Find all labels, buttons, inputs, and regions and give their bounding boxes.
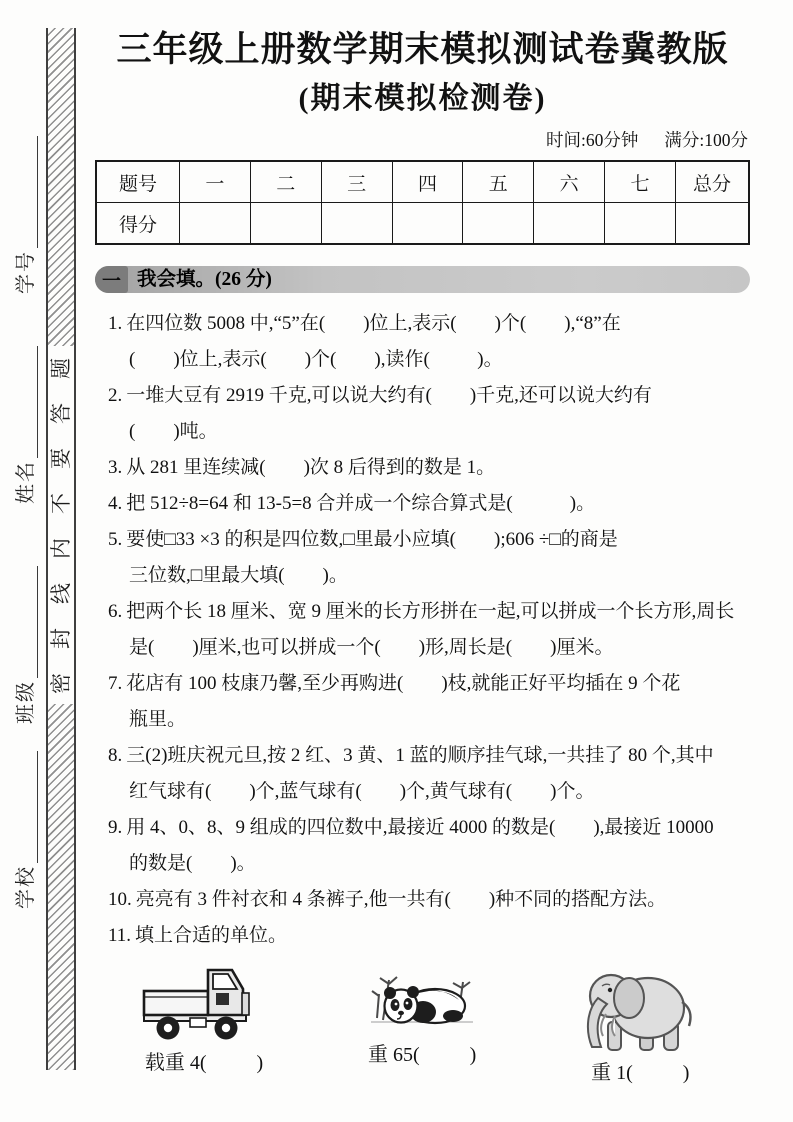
- question-number: 7.: [108, 673, 123, 694]
- section-1-title: 我会填。(26 分): [137, 269, 272, 290]
- paper-title: 三年级上册数学期末模拟测试卷冀教版: [116, 30, 729, 69]
- student-id-blank-line: [15, 136, 38, 248]
- unit-figures: [95, 960, 750, 1088]
- score-cell: [463, 203, 534, 245]
- score-cell: [180, 203, 251, 245]
- question-4: [95, 486, 750, 522]
- question-7: [95, 666, 750, 702]
- question-number: 9.: [108, 817, 123, 838]
- question-1: [95, 306, 750, 342]
- seal-char: 答: [48, 403, 73, 424]
- class-blank-line: [15, 566, 38, 678]
- question-text: 一堆大豆有 2919 千克,可以说大约有( )千克,还可以说大约有: [126, 385, 652, 406]
- question-list: [95, 306, 750, 954]
- score-table-header-cell: 一: [180, 161, 251, 203]
- question-3: [95, 450, 750, 486]
- elephant-caption: 重 1( ): [591, 1062, 690, 1084]
- question-text: 把 512÷8=64 和 13-5=8 合并成一个综合算式是( )。: [126, 493, 596, 514]
- question-number: 1.: [108, 313, 123, 334]
- question-text: 亮亮有 3 件衬衣和 4 条裤子,他一共有( )种不同的搭配方法。: [135, 889, 667, 910]
- section-1-number: 一: [95, 266, 128, 293]
- question-8: [95, 738, 750, 774]
- question-text: 三(2)班庆祝元旦,按 2 红、3 黄、1 蓝的顺序挂气球,一共挂了 80 个,其中: [126, 745, 714, 766]
- seal-char: 不: [48, 493, 73, 514]
- question-5-line-2: 三位数,□里最大填( )。: [129, 565, 348, 586]
- question-6-line-2: 是( )厘米,也可以拼成一个( )形,周长是( )厘米。: [129, 637, 614, 658]
- question-number: 8.: [108, 745, 123, 766]
- seal-char: 线: [48, 583, 73, 604]
- seal-hatch-top: [48, 28, 74, 346]
- question-text: 花店有 100 枝康乃馨,至少再购进( )枝,就能正好平均插在 9 个花: [126, 673, 681, 694]
- question-text: 用 4、0、8、9 组成的四位数中,最接近 4000 的数是( ),最接近 10000: [126, 817, 714, 838]
- score-cell: [534, 203, 605, 245]
- paper-subtitle: (期末模拟检测卷): [298, 82, 547, 115]
- name-blank-line: [15, 346, 38, 458]
- score-table-header-cell: 四: [392, 161, 463, 203]
- score-table-header-cell: 题号: [96, 161, 180, 203]
- section-1-header: [95, 266, 750, 293]
- score-table-header-cell: 五: [463, 161, 534, 203]
- question-number: 10.: [108, 889, 132, 910]
- name-label: 姓名: [15, 460, 37, 504]
- question-text: 填上合适的单位。: [135, 925, 288, 946]
- elephant-image: [582, 960, 698, 1056]
- question-number: 2.: [108, 385, 123, 406]
- question-number: 6.: [108, 601, 123, 622]
- seal-char: 内: [48, 538, 73, 559]
- score-cell: [605, 203, 676, 245]
- question-number: 5.: [108, 529, 123, 550]
- question-11: [95, 918, 750, 954]
- seal-hatch-bottom: [48, 704, 74, 1070]
- panda-caption: 重 65( ): [368, 1044, 477, 1066]
- truck-caption: 载重 4( ): [144, 1052, 264, 1074]
- question-text: 要使□33 ×3 的积是四位数,□里最小应填( );606 ÷□的商是: [126, 529, 618, 550]
- score-table-header-cell: 总分: [676, 161, 750, 203]
- seal-char: 密: [48, 673, 73, 694]
- truck-figure: [95, 960, 313, 1088]
- truck-image: [138, 960, 270, 1046]
- score-table-header-cell: 六: [534, 161, 605, 203]
- seal-line-band: [46, 28, 76, 1070]
- question-number: 3.: [108, 457, 123, 478]
- class-label: 班级: [15, 680, 37, 724]
- school-label: 学校: [15, 865, 37, 909]
- score-table-header-cell: 三: [321, 161, 392, 203]
- name-field: [12, 346, 38, 504]
- question-2: [95, 378, 750, 414]
- seal-char: 要: [48, 448, 73, 469]
- paper-content: [95, 24, 750, 1088]
- school-blank-line: [15, 751, 38, 863]
- question-number: 11.: [108, 925, 132, 946]
- question-5: [95, 522, 750, 558]
- score-table: [95, 160, 750, 245]
- question-text: 从 281 里连续减( )次 8 后得到的数是 1。: [126, 457, 496, 478]
- seal-char: 题: [48, 358, 73, 379]
- question-9-line-2: 的数是( )。: [129, 853, 256, 874]
- question-number: 4.: [108, 493, 123, 514]
- question-2-line-2: ( )吨。: [129, 421, 218, 442]
- school-field: [12, 751, 38, 909]
- question-7-line-2: 瓶里。: [129, 709, 187, 730]
- score-cell: [392, 203, 463, 245]
- question-text: 把两个长 18 厘米、宽 9 厘米的长方形拼在一起,可以拼成一个长方形,周长: [126, 601, 735, 622]
- score-row-label: 得分: [96, 203, 180, 245]
- score-table-header-cell: 七: [605, 161, 676, 203]
- seal-char: 封: [48, 628, 73, 649]
- score-table-header-cell: 二: [250, 161, 321, 203]
- class-field: [12, 566, 38, 724]
- score-table-header-row: [96, 161, 749, 203]
- question-9: [95, 810, 750, 846]
- student-id-field: [12, 136, 38, 294]
- question-8-line-2: 红气球有( )个,蓝气球有( )个,黄气球有( )个。: [129, 781, 595, 802]
- question-text: 在四位数 5008 中,“5”在( )位上,表示( )个( ),“8”在: [126, 313, 621, 334]
- question-6: [95, 594, 750, 630]
- exam-meta: [95, 128, 750, 152]
- question-1-line-2: ( )位上,表示( )个( ),读作( )。: [129, 349, 503, 370]
- question-10: [95, 882, 750, 918]
- score-cell: [250, 203, 321, 245]
- exam-time: 时间:60分钟: [546, 130, 639, 150]
- panda-image: [363, 960, 481, 1038]
- exam-full-score: 满分:100分: [664, 130, 748, 150]
- score-table-score-row: [96, 203, 749, 245]
- score-cell: [676, 203, 750, 245]
- student-id-label: 学号: [15, 250, 37, 294]
- score-cell: [321, 203, 392, 245]
- elephant-figure: [531, 960, 749, 1088]
- panda-figure: [313, 960, 531, 1088]
- seal-line-text: [48, 346, 73, 694]
